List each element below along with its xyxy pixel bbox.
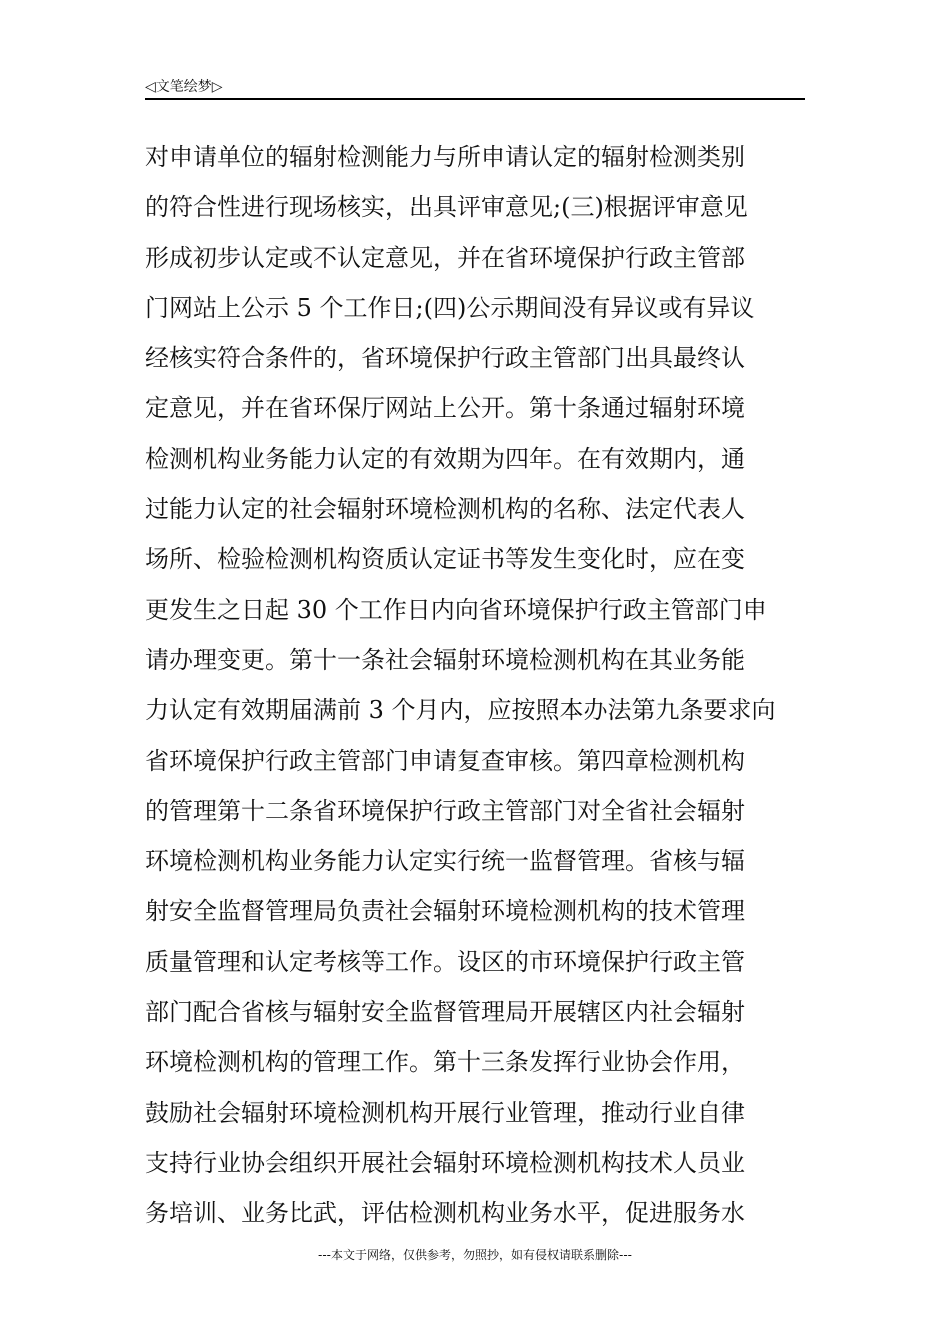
text-line: 定意见，并在省环保厅网站上公开。第十条通过辐射环境 [145, 394, 745, 423]
text-line: 力认定有效期届满前 3 个月内，应按照本办法第九条要求向 [145, 696, 776, 725]
text-line: 检测机构业务能力认定的有效期为四年。在有效期内，通 [145, 444, 745, 473]
text-line: 对申请单位的辐射检测能力与所申请认定的辐射检测类别 [145, 143, 745, 171]
text-line: 质量管理和认定考核等工作。设区的市环境保护行政主管 [145, 947, 745, 976]
document-body [145, 132, 815, 1239]
text-line: 过能力认定的社会辐射环境检测机构的名称、法定代表人 [145, 495, 745, 524]
text-line: 门网站上公示 5 个工作日;(四)公示期间没有异议或有异议 [145, 293, 755, 322]
text-line: 场所、检验检测机构资质认定证书等发生变化时，应在变 [145, 545, 745, 574]
text-line: 鼓励社会辐射环境检测机构开展行业管理，推动行业自律 [145, 1098, 745, 1127]
header-title: ◁文笔绘梦▷ [145, 79, 223, 95]
footer-disclaimer: ---本文于网络，仅供参考，勿照抄，如有侵权请联系删除--- [318, 1248, 632, 1262]
text-line: 请办理变更。第十一条社会辐射环境检测机构在其业务能 [145, 645, 745, 674]
text-line: 环境检测机构业务能力认定实行统一监督管理。省核与辐 [145, 847, 745, 876]
text-line: 更发生之日起 30 个工作日内向省环境保护行政主管部门申 [145, 595, 767, 624]
text-line: 经核实符合条件的，省环境保护行政主管部门出具最终认 [145, 344, 745, 373]
text-line: 务培训、业务比武，评估检测机构业务水平，促进服务水 [145, 1199, 745, 1228]
text-line: 的符合性进行现场核实，出具评审意见;(三)根据评审意见 [145, 193, 748, 222]
text-line: 部门配合省核与辐射安全监督管理局开展辖区内社会辐射 [145, 998, 745, 1027]
text-line: 射安全监督管理局负责社会辐射环境检测机构的技术管理 [145, 897, 745, 926]
text-line: 支持行业协会组织开展社会辐射环境检测机构技术人员业 [145, 1148, 745, 1177]
text-line: 的管理第十二条省环境保护行政主管部门对全省社会辐射 [145, 796, 745, 825]
text-line: 省环境保护行政主管部门申请复查审核。第四章检测机构 [145, 746, 745, 775]
page-header [145, 74, 805, 100]
text-line: 形成初步认定或不认定意见，并在省环境保护行政主管部 [145, 243, 745, 272]
text-line: 环境检测机构的管理工作。第十三条发挥行业协会作用， [145, 1048, 745, 1077]
